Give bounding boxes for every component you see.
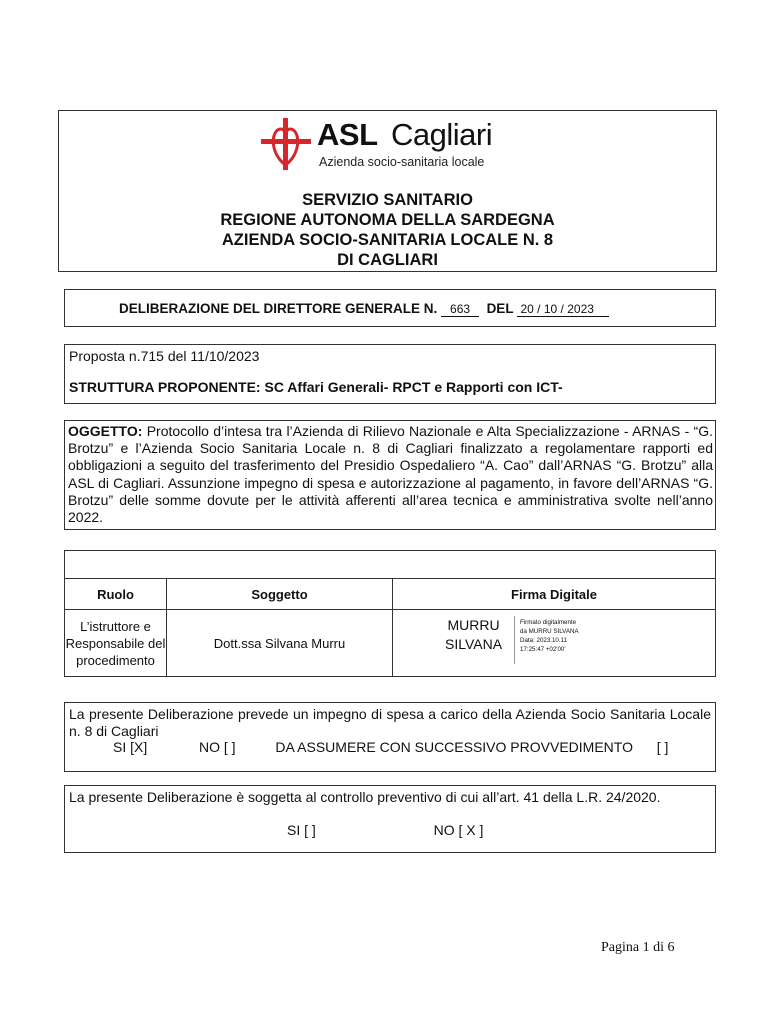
signature-metadata xyxy=(520,618,579,654)
proposta-text: Proposta n.715 del 11/10/2023 xyxy=(69,348,260,364)
table-spacer-row xyxy=(65,551,716,579)
deliberazione-number: 663 xyxy=(441,302,479,317)
impegno-box xyxy=(64,702,716,772)
col-header-soggetto: Soggetto xyxy=(167,579,393,610)
impegno-text: La presente Deliberazione prevede un impegno di spesa a carico della Azienda Socio Sanitaria Locale n. 8 di Cagliari xyxy=(69,706,711,739)
signature-name xyxy=(445,616,502,654)
logo-brand-bold: ASL xyxy=(317,117,378,152)
header-line-1: SERVIZIO SANITARIO xyxy=(302,191,473,209)
header-line-4: DI CAGLIARI xyxy=(337,251,438,269)
oggetto-box xyxy=(64,420,716,530)
impegno-da-assumere: DA ASSUMERE CON SUCCESSIVO PROVVEDIMENTO xyxy=(275,739,633,755)
date-month: 10 xyxy=(543,302,558,316)
logo-subtitle: Azienda socio-sanitaria locale xyxy=(319,155,485,169)
oggetto-label: OGGETTO: xyxy=(68,423,143,439)
header-line-2: REGIONE AUTONOMA DELLA SARDEGNA xyxy=(220,211,555,229)
impegno-options xyxy=(113,739,668,755)
table-header-row xyxy=(65,579,716,610)
deliberazione-box xyxy=(64,289,716,327)
cell-firma xyxy=(393,610,716,677)
table-spacer-cell xyxy=(65,551,716,579)
asl-cross-heart-icon xyxy=(259,115,315,173)
controllo-options xyxy=(287,822,483,838)
deliberazione-label: DELIBERAZIONE DEL DIRETTORE GENERALE N. xyxy=(119,301,438,316)
col-header-ruolo: Ruolo xyxy=(65,579,167,610)
proposta-box xyxy=(64,344,716,404)
asl-logo xyxy=(259,115,519,175)
impegno-da-assumere-box: [ ] xyxy=(656,739,669,755)
struttura-proponente: STRUTTURA PROPONENTE: SC Affari Generali- RPCT e Rapporti con ICT- xyxy=(69,379,563,395)
col-header-firma: Firma Digitale xyxy=(393,579,716,610)
impegno-no: NO [ ] xyxy=(199,739,236,755)
date-sep-1: / xyxy=(537,302,541,316)
header-line-3: AZIENDA SOCIO-SANITARIA LOCALE N. 8 xyxy=(221,231,554,249)
deliberazione-date xyxy=(517,302,609,317)
signature-name-line-2: SILVANA xyxy=(445,636,503,652)
signature-meta-line-4: 17:25:47 +02'00' xyxy=(520,646,566,653)
controllo-box xyxy=(64,785,716,853)
signature-name-line-1: MURRU xyxy=(447,617,500,633)
logo-brand-regular: Cagliari xyxy=(391,117,493,152)
impegno-si: SI [X] xyxy=(113,739,148,755)
oggetto-paragraph xyxy=(68,423,713,526)
signature-meta-line-2: da MURRU SILVANA xyxy=(520,628,579,635)
digital-signature xyxy=(393,610,715,676)
signature-meta-line-1: Firmato digitalmente xyxy=(520,619,577,626)
del-label: DEL xyxy=(486,301,514,316)
table-row xyxy=(65,610,716,677)
deliberazione-line xyxy=(119,301,609,317)
cell-ruolo: L’istruttore e Responsabile del procedimento xyxy=(65,610,167,677)
signature-meta-line-3: Data: 2023.10.11 xyxy=(520,637,568,644)
header-box xyxy=(58,110,717,272)
controllo-no: NO [ X ] xyxy=(433,822,484,838)
controllo-si: SI [ ] xyxy=(287,822,316,838)
controllo-text: La presente Deliberazione è soggetta al controllo preventivo di cui all’art. 41 della L.R. 24/2020. xyxy=(69,789,661,805)
signature-table xyxy=(64,550,716,677)
cell-soggetto: Dott.ssa Silvana Murru xyxy=(167,610,393,677)
date-year: 2023 xyxy=(567,302,594,316)
page-number: Pagina 1 di 6 xyxy=(601,940,675,955)
signature-divider xyxy=(514,616,519,664)
oggetto-text: Protocollo d’intesa tra l’Azienda di Rilievo Nazionale e Alta Specializzazione - ARNAS - “G. Brotzu” e l’Azienda Socio Sanitaria Locale n. 8 di Cagliari finalizzato a regolamentare rapporti ed obbligazioni a seguito del trasferimento del Presidio Ospedaliero “A. Cao” dall’ARNAS “G. Brotzu” alla ASL di Cagliari. Assunzione impegno di spesa e autorizzazione al pagamento, in favore dell’ARNAS “G. Brotzu” delle somme dovute per le attività afferenti all’area tecnica e amministrativa svolte nell’anno 2022. xyxy=(68,423,713,526)
date-sep-2: / xyxy=(560,302,564,316)
date-day: 20 xyxy=(520,302,534,316)
